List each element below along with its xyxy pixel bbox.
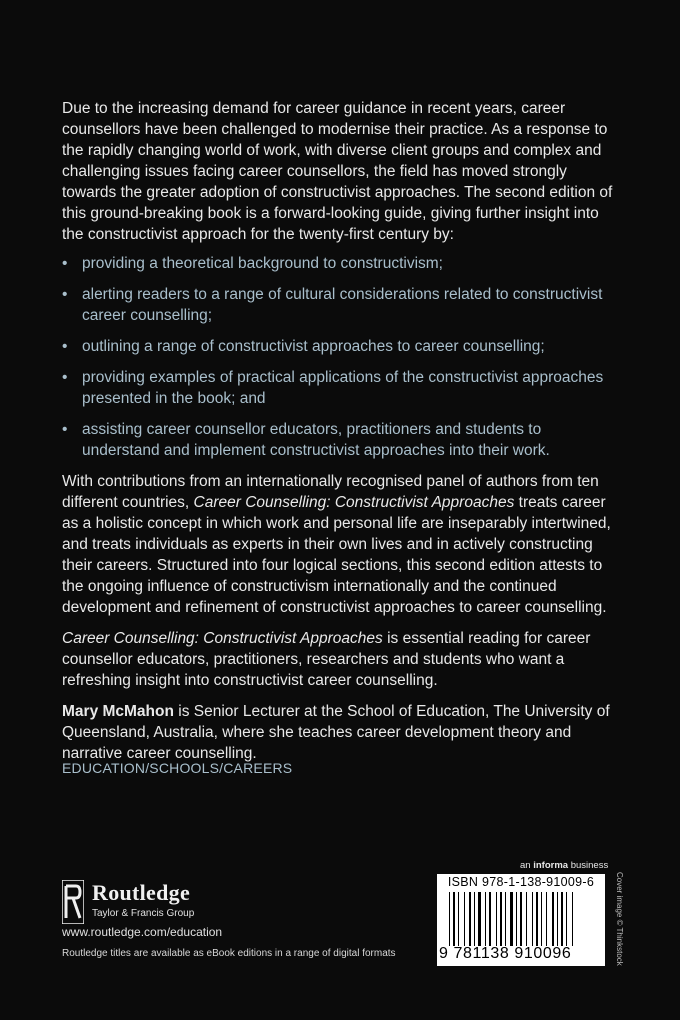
publisher-group: Taylor & Francis Group: [92, 908, 195, 919]
list-item: • providing examples of practical applications of the constructivist approaches presented in the book; and: [62, 369, 604, 407]
barcode-bar: [532, 892, 533, 946]
barcode-bar: [489, 892, 491, 946]
bullet-icon: •: [62, 286, 68, 303]
book-title: Career Counselling: Constructivist Approaches: [62, 630, 383, 647]
list-item: • providing a theoretical background to constructivism;: [62, 255, 443, 272]
list-item: • outlining a range of constructivist approaches to career counselling;: [62, 338, 545, 355]
publisher-url[interactable]: www.routledge.com/education: [62, 925, 223, 939]
contributions-paragraph: With contributions from an internationally recognised panel of authors from ten different countries, Career Counselling: Constructivist Approaches treats career as a holistic concept in which work and personal life are inseparably intertwined, and treats individuals as experts in their own lives and in actively constructing their careers. Structured into four logical sections, this second edition attests to the ongoing influence of constructivism internationally and the continued development and refinement of constructivist approaches to career counselling.: [62, 473, 611, 616]
barcode-bar: [572, 892, 573, 946]
list-item: • alerting readers to a range of cultural considerations related to constructivist career counselling;: [62, 286, 603, 324]
audience-paragraph: Career Counselling: Constructivist Approaches is essential reading for career counsellor educators, practitioners, researchers and students who want a refreshing insight into constructivist career counselling.: [62, 630, 591, 689]
barcode-bar: [546, 892, 547, 946]
book-title: Career Counselling: Constructivist Approaches: [193, 494, 515, 511]
intro-paragraph: Due to the increasing demand for career guidance in recent years, career counsellors have been challenged to modernise their practice. As a response to the rapidly changing world of work, with diverse client groups and complex and challenging issues facing career counsellors, the field has moved strongly towards the greater adoption of constructivist approaches. The second edition of this ground-breaking book is a forward-looking guide, giving further insight into the constructivist approach for the twenty-first century by:: [62, 100, 613, 243]
barcode: [437, 874, 605, 966]
barcode-bar: [566, 892, 567, 946]
barcode-bar: [557, 892, 558, 946]
barcode-bar: [478, 892, 481, 946]
barcode-bar: [552, 892, 554, 946]
subject-category: EDUCATION/SCHOOLS/CAREERS: [62, 760, 293, 776]
barcode-bar: [458, 892, 459, 946]
bullet-icon: •: [62, 369, 68, 386]
back-cover-blurb: [62, 98, 622, 774]
barcode-bar: [505, 892, 506, 946]
barcode-bar: [485, 892, 486, 946]
barcode-bar: [453, 892, 455, 946]
bullet-icon: •: [62, 255, 68, 272]
isbn-label: ISBN 978-1-138-91009-6: [447, 875, 595, 889]
author-bio: Mary McMahon is Senior Lecturer at the School of Education, The University of Queensland, Australia, where she teaches career development theory and narrative career counselling.: [62, 703, 610, 762]
barcode-bar: [474, 892, 475, 946]
barcode-bars: [449, 892, 599, 946]
ean-digits: 9 781138 910096: [439, 945, 572, 962]
feature-list: [62, 253, 622, 461]
barcode-bar: [464, 892, 465, 946]
barcode-bar: [526, 892, 527, 946]
author-name: Mary McMahon: [62, 703, 174, 720]
barcode-bar: [496, 892, 497, 946]
barcode-bar: [536, 892, 538, 946]
barcode-bar: [469, 892, 471, 946]
list-item: • assisting career counsellor educators, practitioners and students to understand and implement constructivist approaches into their work.: [62, 421, 550, 459]
bullet-icon: •: [62, 338, 68, 355]
routledge-logo-icon: [62, 880, 84, 924]
publisher-name: Routledge: [92, 880, 191, 905]
barcode-bar: [561, 892, 563, 946]
barcode-bar: [520, 892, 522, 946]
barcode-bar: [516, 892, 517, 946]
cover-credit: Cover image © Thinkstock: [615, 872, 624, 966]
barcode-bar: [449, 892, 450, 946]
bullet-icon: •: [62, 421, 68, 438]
ebook-note: Routledge titles are available as eBook editions in a range of digital formats: [62, 948, 396, 959]
barcode-bar: [541, 892, 542, 946]
barcode-bar: [500, 892, 502, 946]
informa-tagline: an informa business: [520, 860, 609, 871]
barcode-bar: [510, 892, 513, 946]
